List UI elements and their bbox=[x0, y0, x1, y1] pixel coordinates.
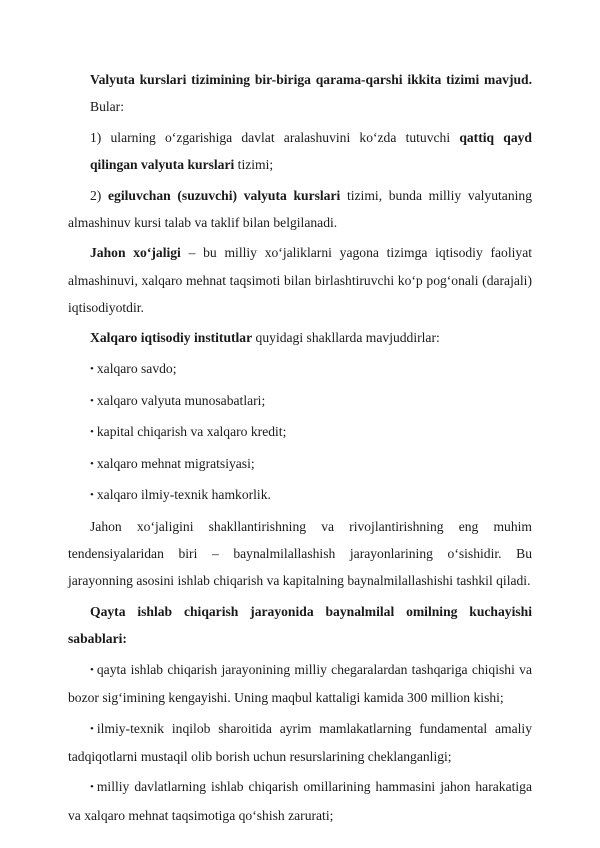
bold-term: Jahon xo‘jaligi bbox=[90, 245, 181, 261]
list-item: • xalqaro ilmiy-texnik hamkorlik. bbox=[90, 481, 532, 509]
reasons-list bbox=[68, 656, 532, 829]
bold-term: Valyuta kurslari tizimining bir-biriga qarama-qarshi ikkita tizimi mavjud. bbox=[90, 72, 532, 87]
bullet-icon: • bbox=[90, 781, 94, 794]
document-body bbox=[68, 66, 533, 829]
bullet-icon: • bbox=[90, 457, 94, 470]
bullet-icon: • bbox=[90, 722, 94, 735]
paragraph-institutions: Xalqaro iqtisodiy institutlar quyidagi shakllarda mavjuddirlar: bbox=[90, 330, 440, 346]
bullet-icon: • bbox=[90, 362, 94, 375]
paragraph-exchange-systems: Valyuta kurslari tizimining bir-biriga qarama-qarshi ikkita tizimi mavjud. Bular: bbox=[90, 72, 532, 115]
paragraph-world-economy: Jahon xo‘jaligi – bu milliy xo‘jaliklarni yagona tizimga iqtisodiy faoliyat almashinuvi, xalqaro mehnat taqsimoti bilan birlashtiruvchi ko‘p pog‘onali (darajali) iqtisodiyotdir. bbox=[68, 245, 533, 315]
paragraph-fixed-rates: 1) ularning o‘zgarishiga davlat aralashuvini ko‘zda tutuvchi qattiq qayd qilingan valyuta kurslari tizimi; bbox=[90, 129, 532, 172]
bullet-icon: • bbox=[90, 394, 94, 407]
list-item: • qayta ishlab chiqarish jarayonining milliy chegaralardan tashqariga chiqishi va bozor sig‘imining kengayishi. Uning maqbul kattaligi kamida 300 million kishi; bbox=[68, 656, 532, 711]
bold-term: qattiq qayd qilingan valyuta kurslari bbox=[90, 129, 532, 172]
bullet-icon: • bbox=[90, 426, 94, 439]
forms-list bbox=[90, 355, 532, 510]
bold-term: egiluvchan (suzuvchi) valyuta kurslari bbox=[108, 187, 341, 203]
list-item: • xalqaro valyuta munosabatlari; bbox=[90, 387, 532, 415]
bold-term: Xalqaro iqtisodiy institutlar bbox=[90, 330, 253, 346]
paragraph-internationalization: Jahon xo‘jaligini shakllantirishning va rivojlantirishning eng muhim tendensiyalaridan biri – baynalmilallashish jarayonlarining o‘sishidir. Bu jarayonning asosini ishlab chiqarish va kapitalning baynalmilallashishi tashkil qiladi. bbox=[68, 518, 532, 589]
list-item: • xalqaro savdo; bbox=[90, 355, 532, 383]
list-item: • xalqaro mehnat migratsiyasi; bbox=[90, 450, 532, 478]
bullet-icon: • bbox=[90, 663, 94, 676]
paragraph-floating-rates: 2) egiluvchan (suzuvchi) valyuta kurslari tizimi, bunda milliy valyutaning almashinuv kursi talab va taklif bilan belgilanadi. bbox=[68, 187, 532, 230]
list-item: • kapital chiqarish va xalqaro kredit; bbox=[90, 418, 532, 446]
list-item: • milliy davlatlarning ishlab chiqarish omillarining hammasini jahon harakatiga va xalqaro mehnat taqsimotiga qo‘shish zarurati; bbox=[68, 773, 532, 828]
bold-heading: Qayta ishlab chiqarish jarayonida baynalmilal omilning kuchayishi sabablari: bbox=[68, 603, 532, 647]
bullet-icon: • bbox=[90, 489, 94, 502]
paragraph-reasons-heading bbox=[68, 598, 532, 652]
list-item: • ilmiy-texnik inqilob sharoitida ayrim mamlakatlarning fundamental amaliy tadqiqotlarni mustaqil olib borish uchun resurslarining cheklanganligi; bbox=[68, 715, 532, 770]
